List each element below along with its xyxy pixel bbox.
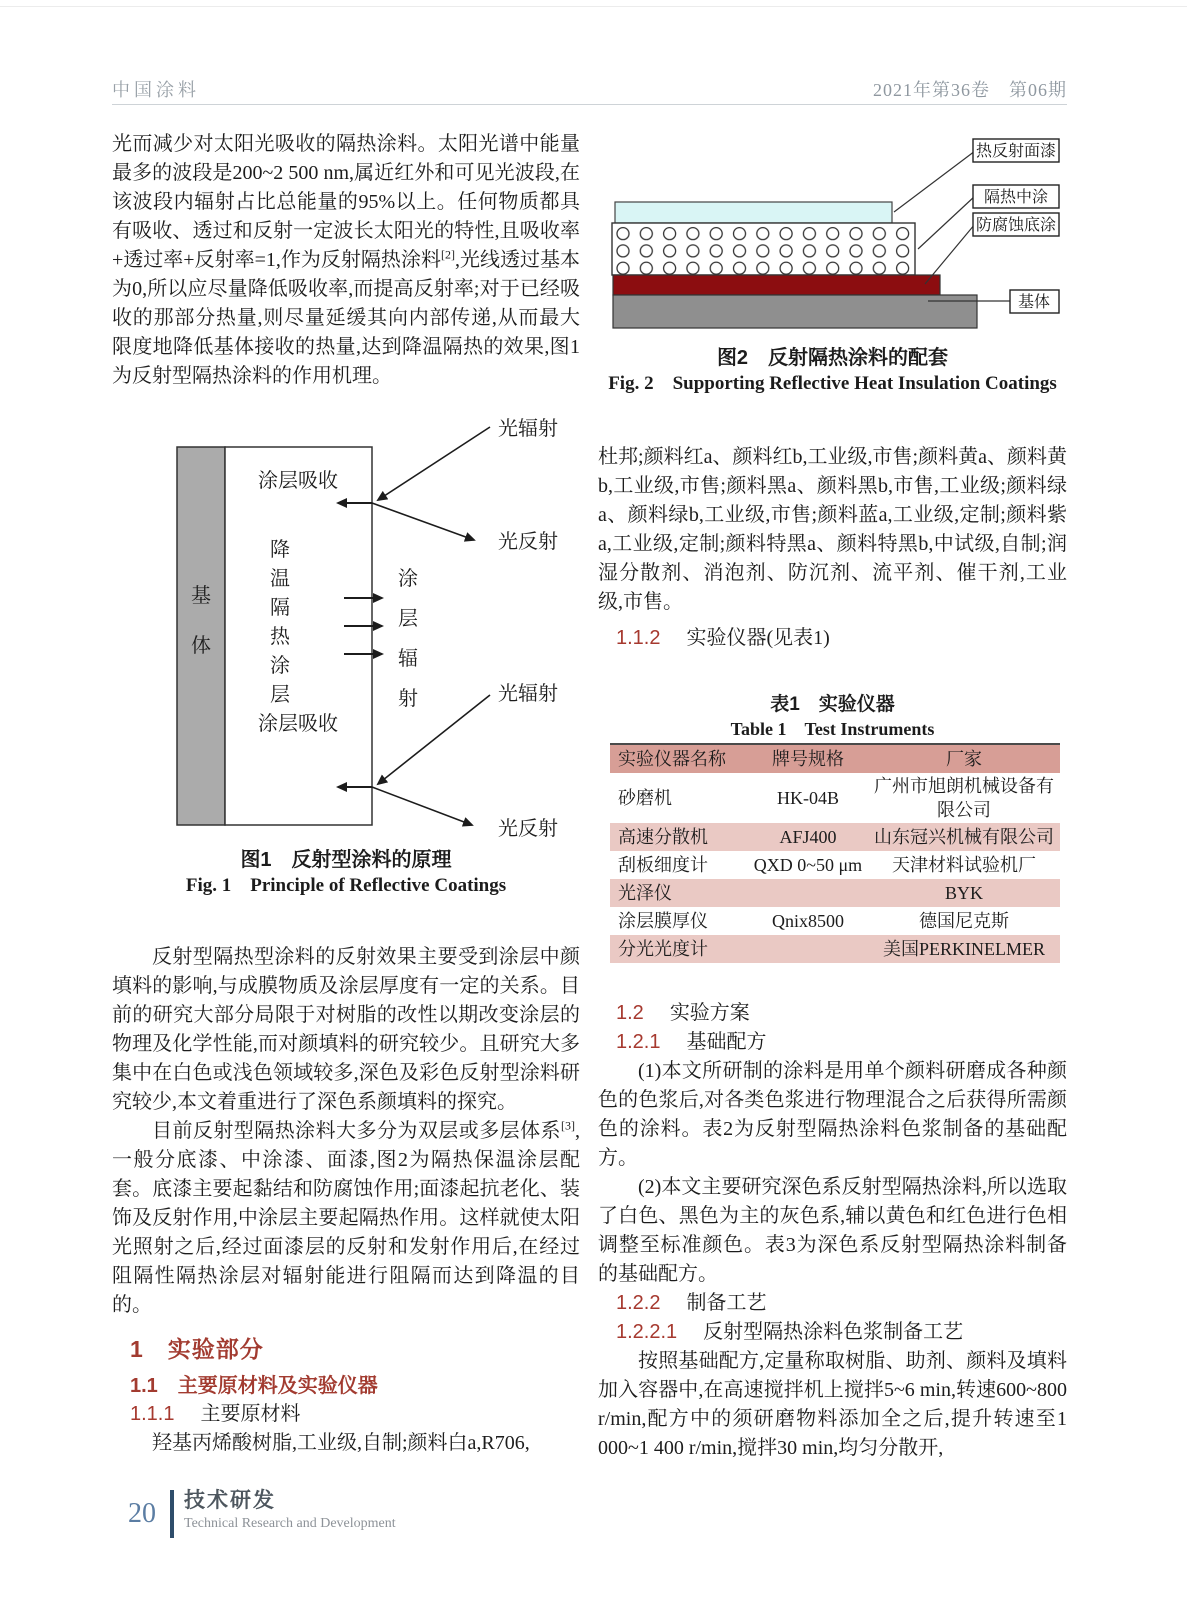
- cell-instrument: 光泽仪: [610, 879, 748, 907]
- table-row-gloss-meter: [610, 879, 1060, 907]
- figure1-diagram: [112, 395, 580, 845]
- table1-caption-en: Table 1 Test Instruments: [730, 719, 935, 739]
- figure1-coating-char3: 隔: [270, 597, 290, 619]
- section-1-2-title: 实验方案: [669, 1002, 750, 1024]
- page-number: 20: [128, 1498, 156, 1529]
- page-footer: [128, 1488, 396, 1538]
- figure1-coating-char1: 降: [270, 539, 290, 561]
- journal-name: 中国涂料: [112, 80, 200, 100]
- table1-caption-zh: 表1 实验仪器: [770, 694, 895, 715]
- footer-column-zh: 技术研发: [184, 1489, 276, 1512]
- section-1-1-1-number: 1.1.1: [130, 1403, 175, 1425]
- paragraph-intro: [112, 130, 580, 391]
- light-incident-top-label: 光辐射: [498, 418, 558, 440]
- figure2-substrate-layer: [613, 295, 977, 328]
- figure1-substrate-label-char2: 体: [191, 635, 211, 657]
- figure1-caption-en: Fig. 1 Principle of Reflective Coatings: [185, 875, 507, 896]
- light-incident-bottom-label: 光辐射: [498, 683, 558, 705]
- figure1-radiation-char2: 层: [398, 608, 418, 630]
- section-1-2-number: 1.2: [616, 1002, 644, 1024]
- figure1-coating-char4: 热: [270, 626, 290, 648]
- figure1-absorb-top-label: 涂层吸收: [258, 470, 338, 492]
- table-header-row: [610, 744, 1060, 773]
- paragraph-pigment: 反射型隔热型涂料的反射效果主要受到涂层中颜填料的影响,与成膜物质及涂层厚度有一定的关系。目前的研究大部分局限于对树脂的改性以期改变涂层的物理及化学性能,而对颜填料的研究较少。且研究大多集中在白色或浅色领域较多,深色及彩色反射型涂料研究较少,本文着重进行了深色系颜填料的探究。: [112, 946, 580, 1113]
- figure1-coating-char5: 涂: [270, 655, 290, 677]
- figure2-midcoat-layer: [612, 223, 915, 275]
- cell-model: QXD 0~50 μm: [748, 851, 868, 879]
- section-1-1-2-title: 实验仪器(见表1): [686, 627, 830, 649]
- page-header: [112, 76, 1067, 102]
- table-row-fineness-gauge: [610, 851, 1060, 879]
- cell-instrument: 分光光度计: [610, 935, 748, 963]
- right-column: [598, 105, 1067, 1463]
- figure1-absorb-bottom-label: 涂层吸收: [258, 713, 338, 735]
- figure2-primer-layer: [613, 275, 940, 295]
- light-reflect-top-arrow: [372, 503, 474, 540]
- paragraph-system: [112, 1117, 580, 1320]
- section-1-2-2-title: 制备工艺: [686, 1292, 767, 1314]
- paragraph-raw-materials: 羟基丙烯酸树脂,工业级,自制;颜料白a,R706,: [152, 1432, 530, 1454]
- section-1-2-1-heading: [598, 1028, 1067, 1057]
- paragraph-materials-continued: 杜邦;颜料红a、颜料红b,工业级,市售;颜料黄a、颜料黄b,工业级,市售;颜料黑a、颜料黑b,市售,工业级;颜料绿a、颜料绿b,工业级,市售;颜料蓝a,工业级,定制;颜料紫a,工业级,定制;颜料特黑a、颜料特黑b,中试级,自制;润湿分散剂、消泡剂、防沉剂、流平剂、催干剂,工业级,市售。: [598, 446, 1067, 613]
- figure1-radiation-char1: 涂: [398, 568, 418, 590]
- section-1-2-2-number: 1.2.2: [616, 1292, 661, 1314]
- table-header-model: 牌号规格: [748, 744, 868, 773]
- cell-model: AFJ400: [748, 823, 868, 851]
- section-1-2-2-heading: [598, 1289, 1067, 1318]
- figure2-label-topcoat: 热反射面漆: [975, 143, 1057, 160]
- figure1-substrate-label-char1: 基: [191, 585, 211, 607]
- paragraph-process: 按照基础配方,定量称取树脂、助剂、颜料及填料加入容器中,在高速搅拌机上搅拌5~6 min,转速600~800 r/min,配方中的须研磨物料添加全之后,提升转速至1 000~1 400 r/min,搅拌30 min,均匀分散开,: [598, 1350, 1067, 1459]
- figure2-leader-topcoat: [894, 151, 975, 212]
- figure2-caption-zh: 图2 反射隔热涂料的配套: [716, 347, 949, 369]
- top-rule: [0, 6, 1187, 7]
- section-1-1-2-number: 1.1.2: [616, 627, 661, 649]
- figure2-leader-primer: [925, 224, 975, 284]
- issue-info: 2021年第36卷 第06期: [873, 80, 1067, 100]
- figure1-radiation-char4: 射: [398, 688, 418, 710]
- figure2-topcoat-layer: [615, 202, 892, 223]
- section-1-1-1-heading: [112, 1400, 580, 1429]
- light-reflect-top-label: 光反射: [498, 531, 558, 553]
- cell-manufacturer: BYK: [868, 879, 1060, 907]
- cell-instrument: 砂磨机: [610, 773, 748, 823]
- section-1-1-1-title: 主要原材料: [200, 1403, 301, 1425]
- footer-divider-bar: [170, 1490, 174, 1538]
- section-1-2-2-1-number: 1.2.2.1: [616, 1321, 678, 1343]
- figure2-leader-midcoat: [918, 196, 975, 249]
- cell-model: [748, 935, 868, 963]
- section-1-1-2-heading: [598, 624, 1067, 653]
- table-row-spectrophotometer: [610, 935, 1060, 963]
- footer-column-info: [184, 1488, 396, 1534]
- cell-instrument: 刮板细度计: [610, 851, 748, 879]
- cell-manufacturer: 广州市旭朗机械设备有限公司: [868, 773, 1060, 823]
- section-1-2-2-1-heading: [598, 1318, 1067, 1347]
- section-1-2-2-1-title: 反射型隔热涂料色浆制备工艺: [703, 1321, 964, 1343]
- figure2-caption-en: Fig. 2 Supporting Reflective Heat Insulation Coatings: [608, 373, 1057, 394]
- cell-manufacturer: 美国PERKINELMER: [868, 935, 1060, 963]
- table-row-sand-mill: [610, 773, 1060, 823]
- cell-model: HK-04B: [748, 773, 868, 823]
- light-incident-top-arrow: [378, 427, 490, 500]
- paragraph-system-text: 目前反射型隔热涂料大多分为双层或多层体系: [152, 1120, 561, 1142]
- test-instruments-table: [610, 743, 1060, 963]
- figure2-label-midcoat: 隔热中涂: [983, 189, 1049, 206]
- figure1-coating-char2: 温: [270, 568, 290, 590]
- table-header-instrument: 实验仪器名称: [610, 744, 748, 773]
- paragraph-formula-1: (1)本文所研制的涂料是用单个颜料研磨成各种颜色的色浆后,对各类色浆进行物理混合之后获得所需颜色的涂料。表2为反射型隔热涂料色浆制备的基础配方。: [598, 1060, 1067, 1169]
- light-reflect-bottom-label: 光反射: [498, 818, 558, 840]
- section-1-1-heading: 1.1 主要原材料及实验仪器: [130, 1375, 378, 1397]
- cell-manufacturer: 山东冠兴机械有限公司: [868, 823, 1060, 851]
- section-1-2-1-number: 1.2.1: [616, 1031, 661, 1053]
- light-reflect-bottom-arrow: [372, 787, 472, 825]
- table-row-disperser: [610, 823, 1060, 851]
- reference-3: [3]: [561, 1118, 575, 1133]
- figure2-diagram: [598, 135, 1067, 335]
- figure1-radiation-char3: 辐: [398, 648, 418, 670]
- light-incident-bottom-arrow: [378, 695, 490, 784]
- cell-model: Qnix8500: [748, 907, 868, 935]
- cell-instrument: 高速分散机: [610, 823, 748, 851]
- footer-column-en: Technical Research and Development: [184, 1516, 396, 1531]
- cell-instrument: 涂层膜厚仪: [610, 907, 748, 935]
- reference-2: [2]: [440, 247, 455, 262]
- paragraph-intro-text2: ,光线透过基本为0,所以应尽量降低吸收率,而提高反射率;对于已经吸收的那部分热量,则尽量延缓其向内部传递,从而最大限度地降低基体接收的热量,达到降温隔热的效果,图1为反射型隔热涂料的作用机理。: [112, 249, 580, 387]
- section-1-heading: 1 实验部分: [130, 1336, 264, 1362]
- figure2-label-substrate: 基体: [1017, 294, 1051, 311]
- left-column: [112, 105, 580, 1458]
- table-row-thickness-gauge: [610, 907, 1060, 935]
- figure1-caption-zh: 图1 反射型涂料的原理: [240, 849, 452, 871]
- paragraph-formula-2: (2)本文主要研究深色系反射型隔热涂料,所以选取了白色、黑色为主的灰色系,辅以黄色和红色进行色相调整至标准颜色。表3为深色系反射型隔热涂料制备的基础配方。: [598, 1176, 1067, 1285]
- section-1-2-1-title: 基础配方: [686, 1031, 767, 1053]
- section-1-2-heading: [598, 999, 1067, 1028]
- table-header-manufacturer: 厂家: [868, 744, 1060, 773]
- cell-manufacturer: 德国尼克斯: [868, 907, 1060, 935]
- paragraph-system-text2: ,一般分底漆、中涂漆、面漆,图2为隔热保温涂层配套。底漆主要起黏结和防腐蚀作用;面漆起抗老化、装饰及反射作用,中涂层主要起隔热作用。这样就使太阳光照射之后,经过面漆层的反射和发射作用后,在经过阻隔性隔热涂层对辐射能进行阻隔而达到降温的目的。: [112, 1120, 580, 1316]
- figure1-coating-char6: 层: [270, 684, 290, 706]
- figure2-label-primer: 防腐蚀底涂: [975, 217, 1057, 234]
- cell-manufacturer: 天津材料试验机厂: [868, 851, 1060, 879]
- paragraph-intro-text: 光而减少对太阳光吸收的隔热涂料。太阳光谱中能量最多的波段是200~2 500 nm,属近红外和可见光波段,在该波段内辐射占比总能量的95%以上。任何物质都具有吸收、透过和反射一定波长太阳光的特性,且吸收率+透过率+反射率=1,作为反射隔热涂料: [112, 133, 580, 271]
- cell-model: [748, 879, 868, 907]
